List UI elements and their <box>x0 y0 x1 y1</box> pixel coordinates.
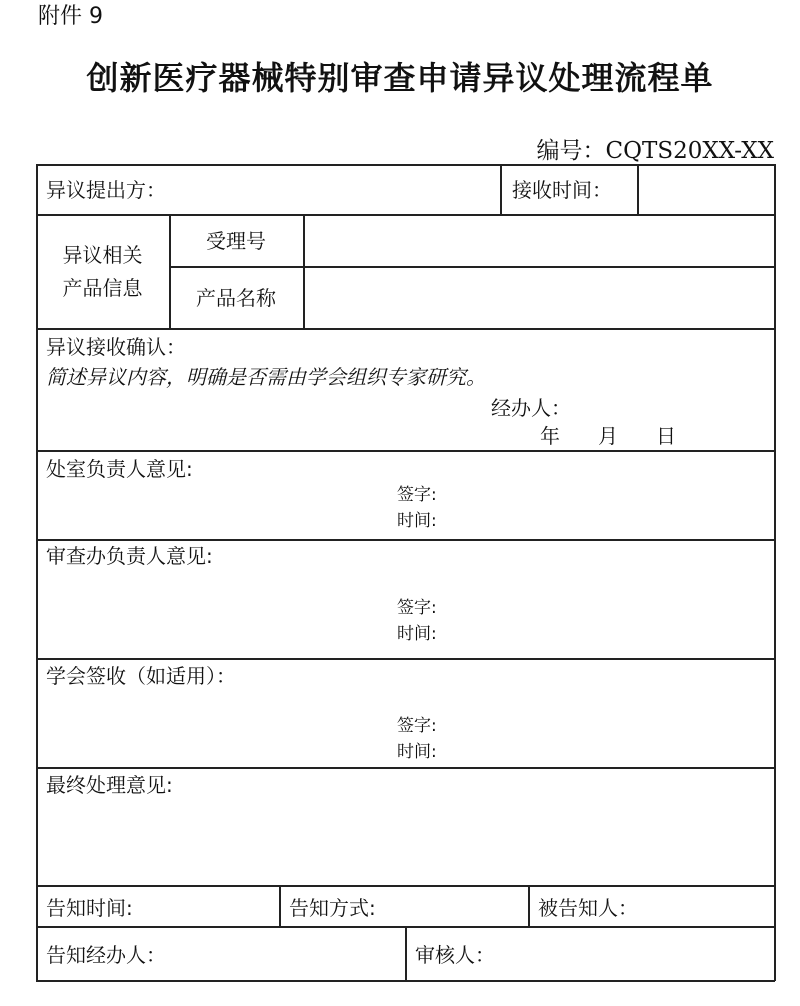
final-opinion-field[interactable] <box>40 800 771 882</box>
time-label: 时间: <box>397 742 437 762</box>
row-divider <box>36 658 775 660</box>
reviewer-label: 审核人： <box>415 943 495 967</box>
row-divider <box>36 214 775 216</box>
sign-label: 签字: <box>397 598 437 618</box>
col-divider <box>500 164 502 215</box>
confirm-label: 异议接收确认： <box>46 335 186 359</box>
row-divider <box>36 885 775 887</box>
attachment-label: 附件 9 <box>38 4 103 29</box>
receive-time-label: 接收时间： <box>512 178 612 202</box>
row-divider <box>36 539 775 541</box>
handler-label: 经办人： <box>491 396 571 420</box>
date-year: 年 <box>540 424 560 448</box>
receive-time-field[interactable] <box>641 168 771 210</box>
confirm-hint: 简述异议内容，明确是否需由学会组织专家研究。 <box>46 365 486 389</box>
time-label: 时间: <box>397 511 437 531</box>
sign-label: 签字: <box>397 716 437 736</box>
date-month: 月 <box>598 424 618 448</box>
acceptance-no-field[interactable] <box>307 218 771 263</box>
col-divider <box>528 885 530 927</box>
col-divider <box>405 926 407 981</box>
document-number: 编号：CQTS20XX-XX <box>536 138 774 164</box>
product-info-label-line2: 产品信息 <box>62 276 143 300</box>
product-name-field[interactable] <box>307 270 771 325</box>
notify-method-label: 告知方式: <box>289 896 376 920</box>
office-opinion-label: 审查办负责人意见: <box>46 544 213 568</box>
document-title: 创新医疗器械特别审查申请异议处理流程单 <box>86 59 714 97</box>
row-divider <box>36 450 775 452</box>
product-info-label-line1: 异议相关 <box>62 243 143 267</box>
acceptance-no-label: 受理号 <box>206 229 266 253</box>
row-divider <box>169 266 775 268</box>
row-divider <box>36 328 775 330</box>
col-divider <box>279 885 281 927</box>
row-divider <box>36 164 775 166</box>
time-label: 时间: <box>397 624 437 644</box>
col-divider <box>303 214 305 329</box>
date-day: 日 <box>656 424 676 448</box>
society-sign-label: 学会签收（如适用）： <box>46 664 236 688</box>
notify-handler-label: 告知经办人： <box>46 943 166 967</box>
notified-person-label: 被告知人： <box>538 896 638 920</box>
objector-label: 异议提出方： <box>46 178 166 202</box>
row-divider <box>36 767 775 769</box>
table-border-right <box>774 164 776 981</box>
dept-opinion-label: 处室负责人意见: <box>46 457 193 481</box>
final-opinion-label: 最终处理意见: <box>46 773 173 797</box>
objector-field[interactable] <box>200 168 490 210</box>
sign-label: 签字: <box>397 485 437 505</box>
product-name-label: 产品名称 <box>196 286 276 310</box>
col-divider <box>637 164 639 215</box>
notify-time-label: 告知时间: <box>46 896 133 920</box>
